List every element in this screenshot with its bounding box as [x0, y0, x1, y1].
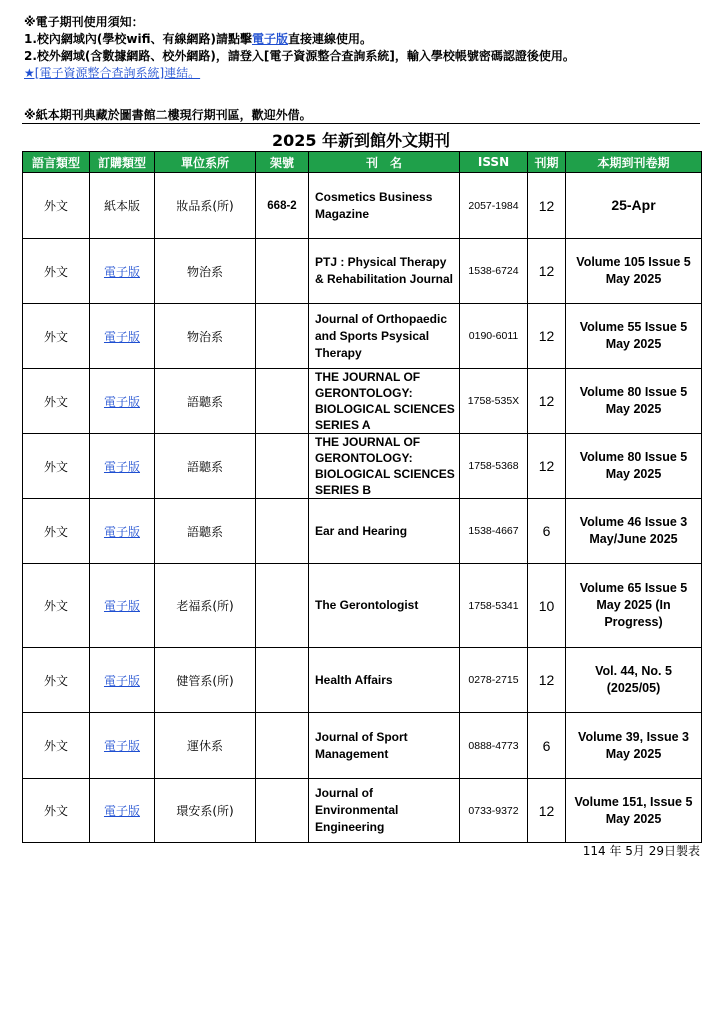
cell-issn: 0888-4773	[460, 713, 528, 779]
cell-volume: Volume 55 Issue 5 May 2025	[566, 304, 702, 369]
e-version-link[interactable]: 電子版	[251, 32, 288, 46]
cell-shelf: 668-2	[256, 173, 309, 239]
cell-issn: 1538-6724	[460, 239, 528, 304]
cell-issn: 2057-1984	[460, 173, 528, 239]
cell-lang: 外文	[23, 779, 90, 843]
table-title: 2025 年新到館外文期刊	[271, 131, 451, 150]
header-title: 刊 名	[309, 152, 460, 173]
table-footer-date: 114 年 5月 29日製表	[582, 844, 700, 858]
eresource-system-link[interactable]: ★[電子資源整合查詢系統]連結。	[24, 66, 201, 80]
cell-type	[90, 304, 155, 369]
cell-title: Health Affairs	[309, 648, 460, 713]
cell-type	[90, 239, 155, 304]
header-shelf: 架號	[256, 152, 309, 173]
cell-volume: Volume 65 Issue 5 May 2025 (In Progress)	[566, 564, 702, 648]
table-row	[23, 434, 702, 499]
cell-dept: 老福系(所)	[155, 564, 256, 648]
cell-volume: Vol. 44, No. 5 (2025/05)	[566, 648, 702, 713]
cell-volume: 25-Apr	[566, 173, 702, 239]
cell-title: Ear and Hearing	[309, 499, 460, 564]
header-lang: 語言類型	[23, 152, 90, 173]
e-version-link[interactable]: 電子版	[103, 739, 140, 753]
table-row	[23, 564, 702, 648]
cell-lang: 外文	[23, 564, 90, 648]
cell-shelf	[256, 304, 309, 369]
cell-dept: 語聽系	[155, 369, 256, 434]
table-row	[23, 779, 702, 843]
e-version-link[interactable]: 電子版	[103, 394, 140, 409]
print-journal-note: ※紙本期刊典藏於圖書館二樓現行期刊區，歡迎外借。	[24, 108, 312, 122]
notice-line-1	[24, 31, 575, 48]
table-row	[23, 239, 702, 304]
cell-lang: 外文	[23, 434, 90, 499]
e-version-link[interactable]: 電子版	[103, 673, 140, 688]
header-issn: ISSN	[460, 152, 528, 173]
cell-volume: Volume 80 Issue 5 May 2025	[566, 434, 702, 499]
cell-title: THE JOURNAL OF GERONTOLOGY: BIOLOGICAL SCIENCES SERIES A	[309, 369, 460, 434]
header-volume: 本期到刊卷期	[566, 152, 702, 173]
cell-freq: 12	[528, 648, 566, 713]
cell-volume: Volume 39, Issue 3 May 2025	[566, 713, 702, 779]
cell-freq: 6	[528, 499, 566, 564]
cell-shelf	[256, 239, 309, 304]
cell-type	[90, 499, 155, 564]
cell-issn: 0733-9372	[460, 779, 528, 843]
cell-issn: 1758-535X	[460, 369, 528, 434]
cell-lang: 外文	[23, 648, 90, 713]
e-version-link[interactable]: 電子版	[103, 804, 140, 818]
table-header-row	[23, 152, 702, 173]
cell-type	[90, 779, 155, 843]
journal-table	[22, 151, 702, 843]
cell-freq: 10	[528, 564, 566, 648]
e-version-link[interactable]: 電子版	[103, 264, 140, 279]
cell-title: Journal of Environmental Engineering	[309, 779, 460, 843]
cell-freq: 6	[528, 713, 566, 779]
cell-title: Journal of Sport Management	[309, 713, 460, 779]
e-version-link[interactable]: 電子版	[103, 459, 140, 474]
cell-shelf	[256, 648, 309, 713]
cell-lang: 外文	[23, 239, 90, 304]
cell-issn: 1758-5341	[460, 564, 528, 648]
divider	[22, 123, 700, 124]
table-row	[23, 369, 702, 434]
table-row	[23, 713, 702, 779]
header-type: 訂購類型	[90, 152, 155, 173]
cell-dept: 健管系(所)	[155, 648, 256, 713]
cell-freq: 12	[528, 779, 566, 843]
cell-shelf	[256, 564, 309, 648]
cell-type	[90, 648, 155, 713]
cell-issn: 0190-6011	[460, 304, 528, 369]
cell-volume: Volume 80 Issue 5 May 2025	[566, 369, 702, 434]
cell-shelf	[256, 779, 309, 843]
cell-freq: 12	[528, 304, 566, 369]
cell-lang: 外文	[23, 713, 90, 779]
table-row	[23, 304, 702, 369]
cell-lang: 外文	[23, 173, 90, 239]
notice-line-1-text: 1.校內網域內(學校wifi、有線網路)請點擊	[24, 32, 252, 46]
cell-issn: 1758-5368	[460, 434, 528, 499]
header-dept: 單位系所	[155, 152, 256, 173]
notice-line-1-tail: 直接連線使用。	[288, 32, 373, 46]
cell-dept: 運休系	[155, 713, 256, 779]
cell-freq: 12	[528, 239, 566, 304]
cell-shelf	[256, 369, 309, 434]
cell-dept: 妝品系(所)	[155, 173, 256, 239]
cell-shelf	[256, 434, 309, 499]
cell-type	[90, 564, 155, 648]
cell-volume: Volume 151, Issue 5 May 2025	[566, 779, 702, 843]
cell-type	[90, 713, 155, 779]
table-row	[23, 173, 702, 239]
table-row	[23, 499, 702, 564]
cell-title: The Gerontologist	[309, 564, 460, 648]
cell-freq: 12	[528, 434, 566, 499]
cell-volume: Volume 105 Issue 5 May 2025	[566, 239, 702, 304]
e-version-link[interactable]: 電子版	[103, 329, 140, 344]
cell-freq: 12	[528, 173, 566, 239]
table-row	[23, 648, 702, 713]
cell-freq: 12	[528, 369, 566, 434]
notice-title: ※電子期刊使用須知：	[24, 15, 144, 29]
cell-type: 紙本版	[90, 173, 155, 239]
cell-type	[90, 434, 155, 499]
e-version-link[interactable]: 電子版	[103, 599, 140, 613]
cell-type	[90, 369, 155, 434]
cell-title: THE JOURNAL OF GERONTOLOGY: BIOLOGICAL SCIENCES SERIES B	[309, 434, 460, 499]
cell-issn: 1538-4667	[460, 499, 528, 564]
cell-title: Journal of Orthopaedic and Sports Psysical Therapy	[309, 304, 460, 369]
notice-line-2: 2.校外網域(含數據網路、校外網路)，請登入[電子資源整合查詢系統]，輸入學校帳號密碼認證後使用。	[24, 49, 575, 63]
header-freq: 刊期	[528, 152, 566, 173]
cell-title: PTJ : Physical Therapy & Rehabilitation Journal	[309, 239, 460, 304]
cell-volume: Volume 46 Issue 3 May/June 2025	[566, 499, 702, 564]
cell-dept: 物治系	[155, 239, 256, 304]
cell-lang: 外文	[23, 304, 90, 369]
cell-lang: 外文	[23, 499, 90, 564]
cell-issn: 0278-2715	[460, 648, 528, 713]
cell-dept: 語聽系	[155, 434, 256, 499]
cell-dept: 物治系	[155, 304, 256, 369]
e-version-link[interactable]: 電子版	[103, 524, 140, 539]
cell-dept: 語聽系	[155, 499, 256, 564]
cell-lang: 外文	[23, 369, 90, 434]
usage-notice	[24, 14, 575, 82]
cell-shelf	[256, 713, 309, 779]
cell-title: Cosmetics Business Magazine	[309, 173, 460, 239]
cell-dept: 環安系(所)	[155, 779, 256, 843]
cell-shelf	[256, 499, 309, 564]
